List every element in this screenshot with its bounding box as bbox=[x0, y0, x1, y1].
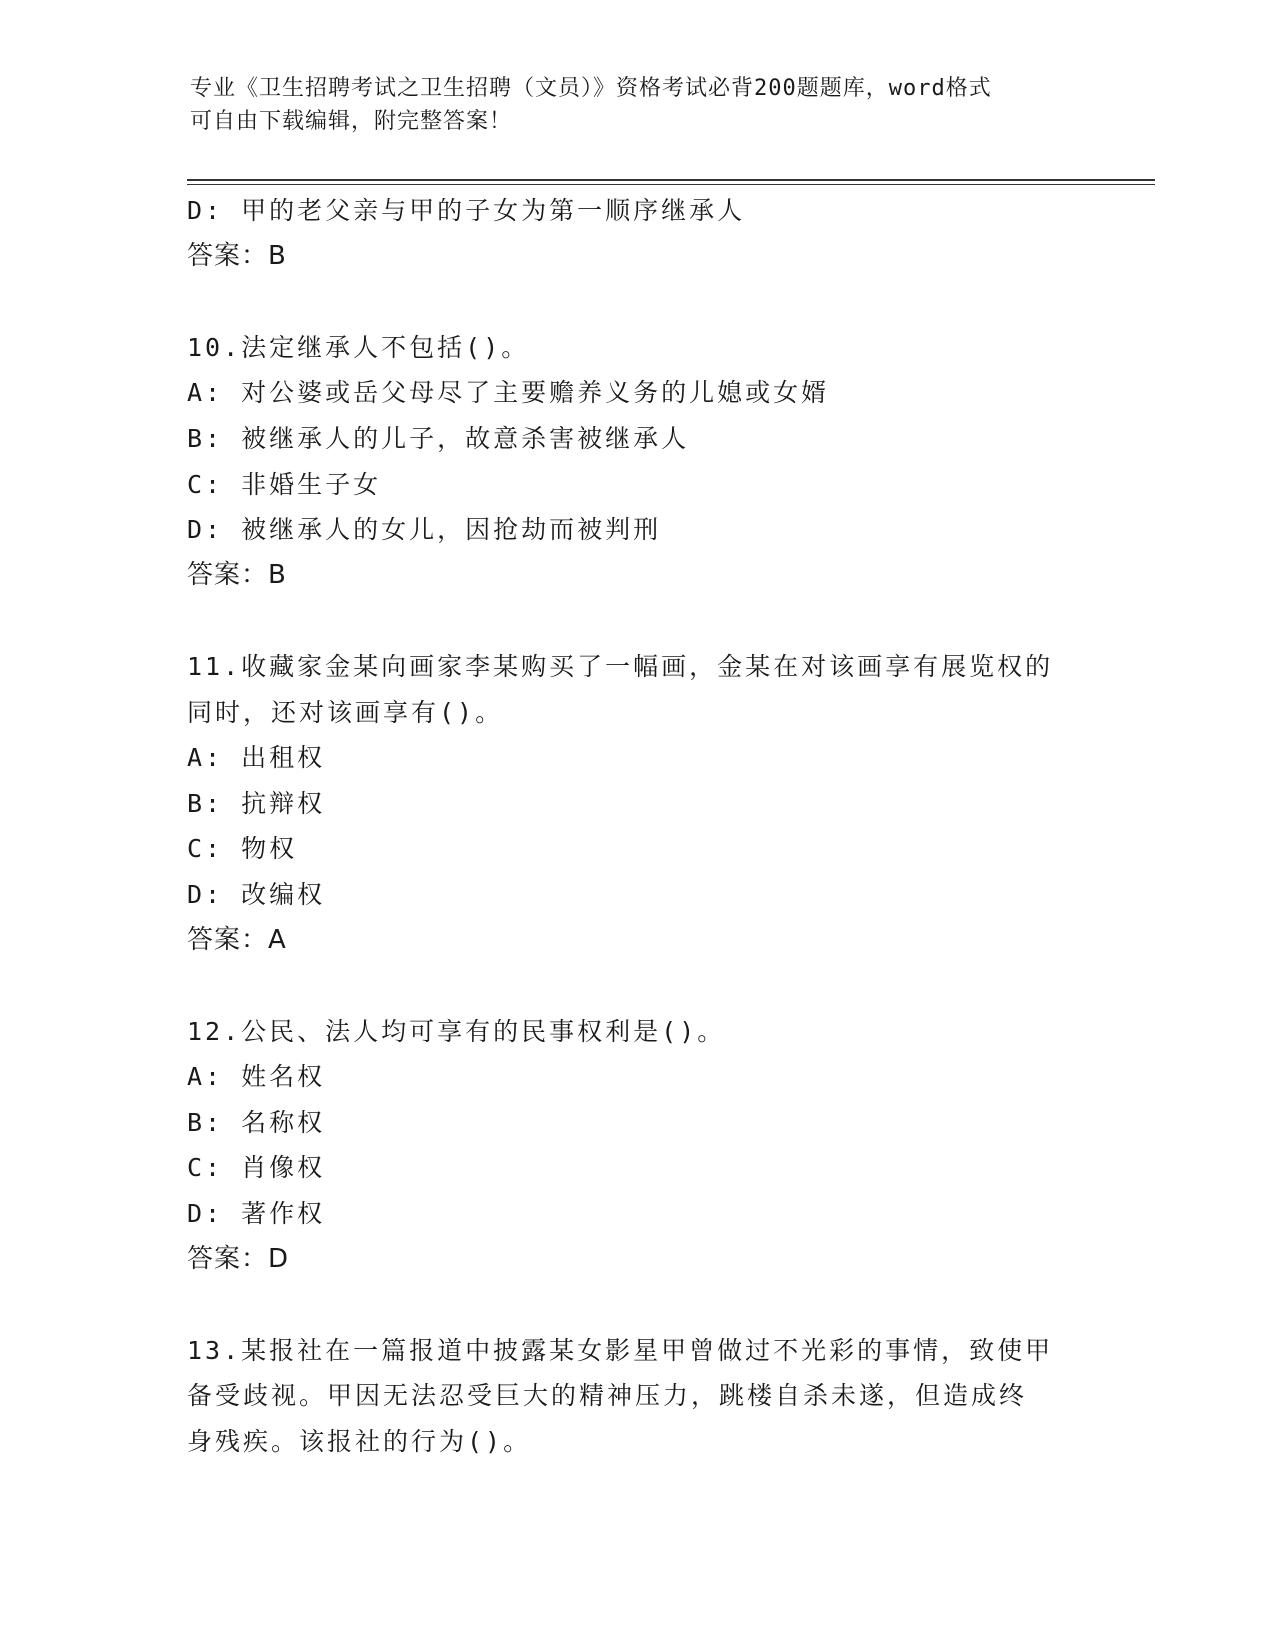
answer-line: 答案：D bbox=[187, 1243, 290, 1274]
question-9-tail bbox=[187, 188, 1087, 279]
question-12 bbox=[187, 1009, 1087, 1283]
option-d: D: 被继承人的女儿，因抢劫而被判刑 bbox=[187, 515, 662, 545]
question-10 bbox=[187, 325, 1087, 599]
question-13 bbox=[187, 1328, 1087, 1465]
spacer bbox=[187, 963, 1087, 1009]
option-b: B: 名称权 bbox=[187, 1107, 326, 1137]
option-a: A: 对公婆或岳父母尽了主要赡养义务的儿媳或女婿 bbox=[187, 378, 830, 408]
option-a: A: 姓名权 bbox=[187, 1062, 326, 1092]
answer-line: 答案：A bbox=[187, 924, 287, 955]
answer-line: 答案：B bbox=[187, 559, 287, 590]
option-b: B: 抗辩权 bbox=[187, 788, 326, 818]
page-header bbox=[190, 72, 1090, 138]
question-stem-line-2: 同时，还对该画享有()。 bbox=[187, 697, 504, 727]
question-11 bbox=[187, 644, 1087, 963]
spacer bbox=[187, 598, 1087, 644]
question-list bbox=[187, 188, 1087, 1465]
spacer bbox=[187, 279, 1087, 325]
question-stem-line-1: 11.收藏家金某向画家李某购买了一幅画，金某在对该画享有展览权的 bbox=[187, 651, 1054, 681]
question-stem: 12.公民、法人均可享有的民事权利是()。 bbox=[187, 1016, 726, 1046]
option-d: D: 著作权 bbox=[187, 1199, 326, 1229]
spacer bbox=[187, 1282, 1087, 1328]
header-divider-thick bbox=[187, 179, 1155, 181]
header-title-line-1: 专业《卫生招聘考试之卫生招聘（文员）》资格考试必背200题题库，word格式 bbox=[190, 76, 992, 101]
option-c: C: 物权 bbox=[187, 834, 298, 864]
question-stem-line-3: 身残疾。该报社的行为()。 bbox=[187, 1427, 532, 1457]
option-d: D: 甲的老父亲与甲的子女为第一顺序继承人 bbox=[187, 196, 746, 225]
question-stem: 10.法定继承人不包括()。 bbox=[187, 332, 530, 362]
answer-line: 答案：B bbox=[187, 240, 287, 271]
option-d: D: 改编权 bbox=[187, 879, 326, 909]
option-c: C: 肖像权 bbox=[187, 1153, 326, 1183]
question-stem-line-2: 备受歧视。甲因无法忍受巨大的精神压力，跳楼自杀未遂，但造成终 bbox=[187, 1381, 1028, 1411]
option-b: B: 被继承人的儿子，故意杀害被继承人 bbox=[187, 423, 690, 453]
header-title-line-2: 可自由下载编辑，附完整答案！ bbox=[190, 109, 513, 134]
question-stem-line-1: 13.某报社在一篇报道中披露某女影星甲曾做过不光彩的事情，致使甲 bbox=[187, 1335, 1054, 1365]
option-a: A: 出租权 bbox=[187, 743, 326, 773]
option-c: C: 非婚生子女 bbox=[187, 469, 382, 499]
header-divider-thin bbox=[187, 184, 1155, 185]
